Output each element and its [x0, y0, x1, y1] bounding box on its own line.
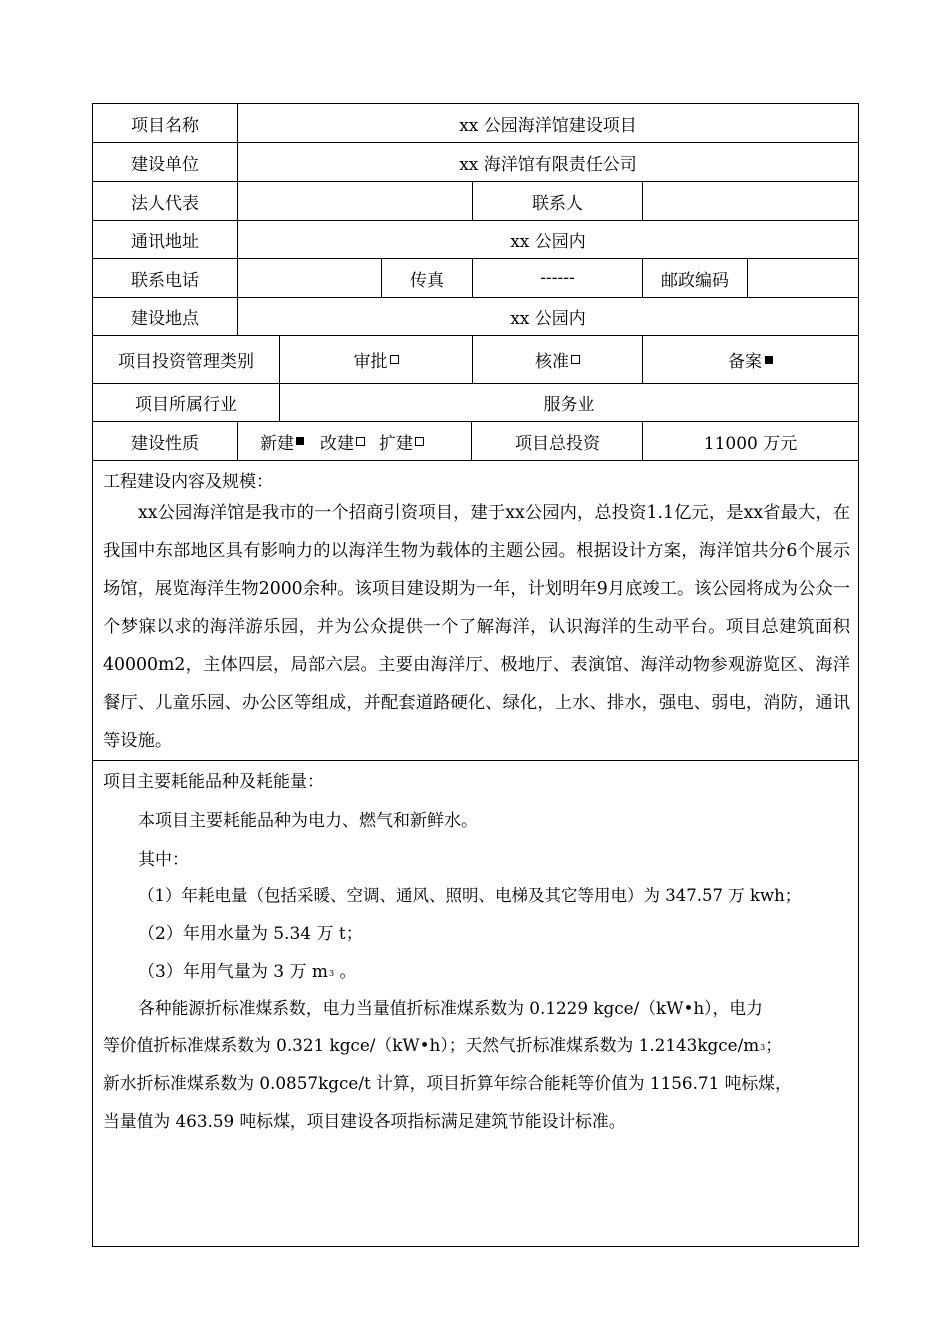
energy-among: 其中： [138, 850, 189, 870]
energy-factors-line-4: 当量值为 463.59 吨标煤，项目建设各项指标满足建筑节能设计标准。 [103, 1111, 626, 1131]
checkbox-unchecked-icon [415, 437, 424, 446]
label-industry: 项目所属行业 [93, 384, 280, 421]
label-address: 通讯地址 [93, 221, 238, 258]
row-legal-rep [93, 182, 858, 221]
row-builder [93, 143, 858, 182]
label-site: 建设地点 [93, 298, 238, 335]
energy-factors-line-2 [103, 1032, 782, 1056]
energy-item-3-text: （3）年用气量为 3 万 m [138, 962, 328, 982]
value-address: xx 公园内 [510, 232, 586, 252]
label-nature: 建设性质 [93, 422, 238, 460]
energy-item-3 [138, 957, 356, 982]
value-industry: 服务业 [543, 395, 595, 415]
label-project-name: 项目名称 [93, 104, 238, 142]
option-verify [473, 336, 643, 383]
label-postcode: 邮政编码 [643, 259, 748, 297]
energy-item-3-sup: 3 [328, 969, 335, 978]
value-builder: xx 海洋馆有限责任公司 [459, 154, 637, 175]
scope-heading: 工程建设内容及规模： [103, 472, 273, 492]
section-energy [93, 761, 858, 1246]
energy-factors-line-2-end: ； [765, 1035, 783, 1055]
energy-factors-line-3: 新水折标准煤系数为 0.0857kgce/t 计算，项目折算年综合能耗等价值为 1156.71 吨标煤， [103, 1073, 792, 1093]
row-site [93, 298, 858, 336]
project-form-table [92, 103, 859, 1247]
energy-factors-line-2-sup: 3 [760, 1043, 766, 1052]
value-phone [238, 259, 382, 297]
row-phone [93, 259, 858, 298]
option-record-label: 备案 [728, 352, 762, 372]
checkbox-unchecked-icon [356, 437, 365, 446]
row-address [93, 221, 858, 259]
label-contact: 联系人 [473, 182, 643, 220]
checkbox-checked-icon [765, 356, 773, 364]
row-nature [93, 422, 858, 461]
option-approval-label: 审批 [353, 352, 388, 372]
label-fax: 传真 [382, 259, 473, 297]
checkbox-unchecked-icon [571, 355, 580, 364]
energy-item-3-end: 。 [334, 962, 357, 982]
energy-item-2: （2）年用水量为 5.34 万 t； [138, 924, 363, 944]
energy-intro: 本项目主要耗能品种为电力、燃气和新鲜水。 [138, 811, 478, 831]
value-site: xx 公园内 [510, 309, 586, 329]
value-project-name: xx 公园海洋馆建设项目 [459, 115, 637, 136]
value-legal-rep [238, 182, 473, 220]
nature-options [238, 422, 472, 460]
option-expand-label: 扩建 [379, 433, 413, 454]
label-builder: 建设单位 [93, 143, 238, 181]
value-contact [643, 182, 858, 220]
option-approval [280, 336, 473, 383]
option-record [643, 336, 858, 383]
row-industry [93, 384, 858, 422]
option-verify-label: 核准 [535, 352, 569, 372]
section-scope [93, 461, 858, 761]
scope-body: xx公园海洋馆是我市的一个招商引资项目，建于xx公园内，总投资1.1亿元，是xx省最大，在我国中东部地区具有影响力的以海洋生物为载体的主题公园。根据设计方案，海洋馆共分6个展示场馆，展览海洋生物2000余种。该项目建设期为一年，计划明年9月底竣工。该公园将成为公众一个梦寐以求的海洋游乐园，并为公众提供一个了解海洋，认识海洋的生动平台。项目总建筑面积40000m2，主体四层，局部六层。主要由海洋厅、极地厅、表演馆、海洋动物参观游览区、海洋餐厅、儿童乐园、办公区等组成，并配套道路硬化、绿化，上水、排水，强电、弱电，消防，通讯等设施。 [103, 503, 850, 751]
label-legal-rep: 法人代表 [93, 182, 238, 220]
row-invest-type [93, 336, 858, 384]
energy-heading: 项目主要耗能品种及耗能量： [103, 772, 324, 792]
option-new-label: 新建 [260, 433, 294, 454]
label-invest-type: 项目投资管理类别 [93, 336, 280, 383]
label-total-invest: 项目总投资 [473, 422, 643, 460]
checkbox-unchecked-icon [390, 355, 399, 364]
label-phone: 联系电话 [93, 259, 238, 297]
value-postcode [748, 259, 858, 297]
option-rebuild-label: 改建 [320, 433, 354, 454]
energy-factors-line-1: 各种能源折标准煤系数，电力当量值折标准煤系数为 0.1229 kgce/（kW•h），电力 [138, 998, 763, 1018]
energy-item-1: （1）年耗电量（包括采暖、空调、通风、照明、电梯及其它等用电）为 347.57 万 kwh； [138, 886, 802, 905]
energy-factors-line-2-text: 等价值折标准煤系数为 0.321 kgce/（kW•h）；天然气折标准煤系数为 1.2143kgce/m [103, 1035, 760, 1055]
checkbox-checked-icon [296, 437, 304, 445]
row-project-name [93, 104, 858, 143]
value-total-invest: 11000 万元 [703, 433, 798, 454]
value-fax: ------ [473, 259, 643, 297]
